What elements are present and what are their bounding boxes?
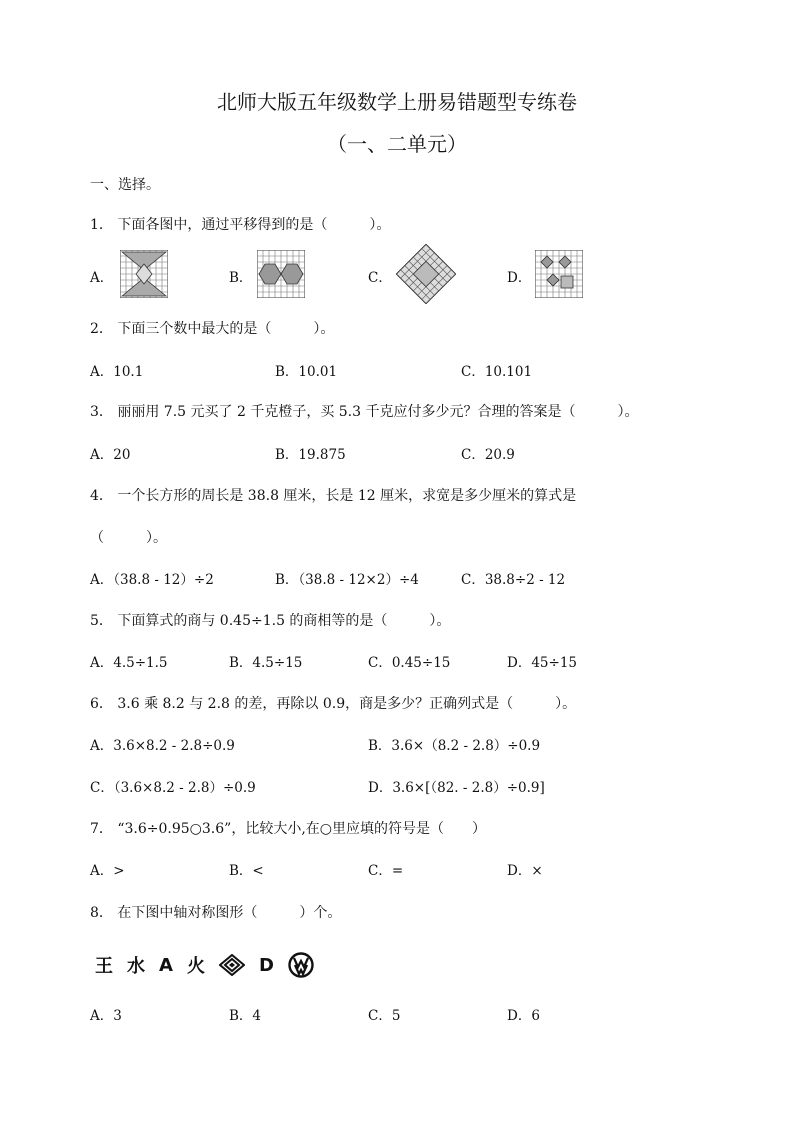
- q5-option-b[interactable]: B．4.5÷15: [229, 655, 303, 671]
- q7-option-d[interactable]: D．×: [507, 863, 543, 879]
- q8-option-d[interactable]: D．6: [507, 1008, 540, 1024]
- q1-option-c[interactable]: C．: [368, 270, 392, 286]
- q7-option-b[interactable]: B．<: [229, 863, 264, 879]
- question-2: 2． 下面三个数中最大的是（ ）。: [90, 321, 335, 337]
- q4-option-c[interactable]: C．38.8÷2 - 12: [461, 572, 566, 588]
- q2-option-a[interactable]: A．10.1: [90, 364, 144, 380]
- page-subtitle: （一、二单元）: [327, 132, 467, 156]
- symbol-shui: 水: [127, 956, 145, 977]
- question-5: 5． 下面算式的商与 0.45÷1.5 的商相等的是（ ）。: [90, 613, 451, 629]
- q5-option-c[interactable]: C．0.45÷15: [368, 655, 451, 671]
- q7-option-c[interactable]: C．=: [368, 863, 404, 879]
- q6-option-b[interactable]: B．3.6×（8.2 - 2.8）÷0.9: [368, 738, 541, 754]
- figure-d-grid: [535, 250, 583, 298]
- question-8: 8． 在下图中轴对称图形（ ）个。: [90, 905, 342, 921]
- symbol-wang: 王: [95, 956, 113, 977]
- figure-a-grid: [120, 250, 168, 298]
- q8-option-b[interactable]: B．4: [229, 1008, 262, 1024]
- q4-option-a[interactable]: A．（38.8 - 12）÷2: [90, 572, 214, 588]
- q2-option-b[interactable]: B．10.01: [275, 364, 338, 380]
- question-7: 7． “3.6÷0.95○3.6”，比较大小,在○里应填的符号是（ ）: [90, 821, 486, 837]
- q1-option-d[interactable]: D．: [507, 270, 532, 286]
- q1-option-a[interactable]: A．: [90, 270, 114, 286]
- vw-logo-icon: [288, 952, 314, 978]
- q5-option-a[interactable]: A．4.5÷1.5: [90, 655, 168, 671]
- question-6: 6． 3.6 乘 8.2 与 2.8 的差，再除以 0.9，商是多少？正确列式是（ ）。: [90, 696, 577, 712]
- q2-option-c[interactable]: C．10.101: [461, 364, 533, 380]
- q5-option-d[interactable]: D．45÷15: [507, 655, 577, 671]
- question-1: 1． 下面各图中，通过平移得到的是（ ）。: [90, 217, 391, 233]
- q6-option-d[interactable]: D．3.6×[（82. - 2.8）÷0.9]: [368, 780, 545, 796]
- question-4: 4． 一个长方形的周长是 38.8 厘米，长是 12 厘米，求宽是多少厘米的算式是: [90, 488, 577, 504]
- q6-option-a[interactable]: A．3.6×8.2 - 2.8÷0.9: [90, 738, 235, 754]
- figure-c-grid: [396, 244, 456, 304]
- question-3: 3． 丽丽用 7.5 元买了 2 千克橙子，买 5.3 千克应付多少元？合理的答案是（ ）。: [90, 404, 639, 420]
- figure-b-grid: [257, 250, 305, 298]
- q3-option-b[interactable]: B．19.875: [275, 447, 346, 463]
- q6-option-c[interactable]: C．（3.6×8.2 - 2.8）÷0.9: [90, 780, 256, 796]
- q4-option-b[interactable]: B．（38.8 - 12×2）÷4: [275, 572, 419, 588]
- q3-option-c[interactable]: C．20.9: [461, 447, 515, 463]
- nested-diamond-logo-icon: [219, 954, 245, 976]
- q7-option-a[interactable]: A．>: [90, 863, 125, 879]
- q1-option-b[interactable]: B．: [229, 270, 253, 286]
- q8-option-a[interactable]: A．3: [90, 1008, 122, 1024]
- q3-option-a[interactable]: A．20: [90, 447, 131, 463]
- symbol-d: D: [258, 954, 274, 976]
- symbol-huo: 火: [186, 956, 205, 977]
- question-4-blank: （ ）。: [90, 530, 167, 546]
- page-title: 北师大版五年级数学上册易错题型专练卷: [217, 90, 577, 114]
- symbol-a: A: [159, 954, 173, 976]
- section-heading: 一、选择。: [90, 177, 160, 193]
- q8-option-c[interactable]: C．5: [368, 1008, 401, 1024]
- symbol-row: [95, 952, 314, 978]
